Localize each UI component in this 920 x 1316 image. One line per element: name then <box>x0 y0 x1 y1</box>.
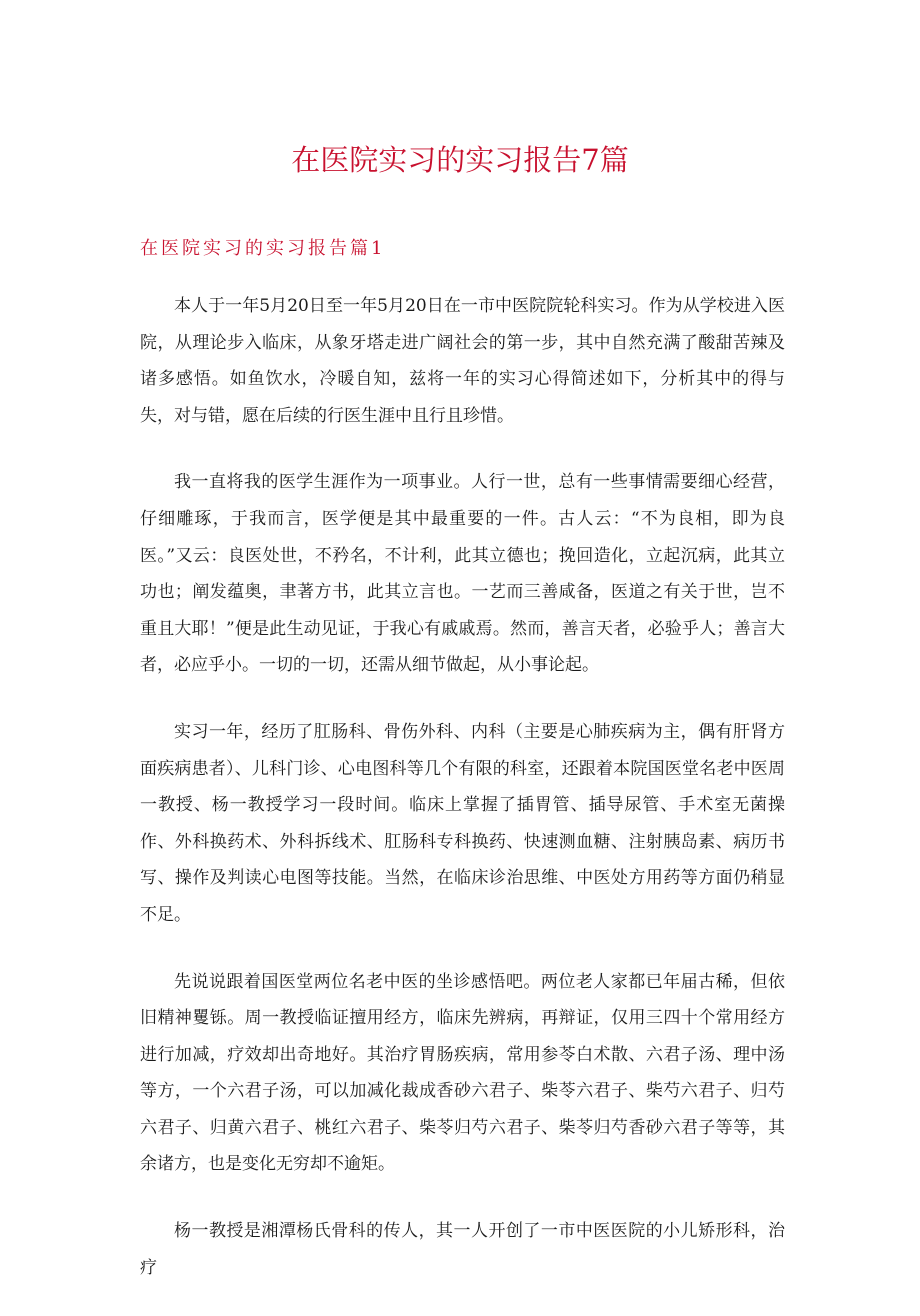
paragraph-3: 实习一年，经历了肛肠科、骨伤外科、内科（主要是心肺疾病为主，偶有肝肾方面疾病患者）、儿科门诊、心电图科等几个有限的科室，还跟着本院国医堂名老中医周一教授、杨一教授学习一段时间。临床上掌握了插胃管、插导尿管、手术室无菌操作、外科换药术、外科拆线术、肛肠科专科换药、快速测血糖、注射胰岛素、病历书写、操作及判读心电图等技能。当然，在临床诊治思维、中医处方用药等方面仍稍显不足。 <box>140 721 785 925</box>
paragraph-4: 先说说跟着国医堂两位名老中医的坐诊感悟吧。两位老人家都已年届古稀，但依旧精神矍铄。周一教授临证擅用经方，临床先辨病，再辩证，仅用三四十个常用经方进行加减，疗效却出奇地好。其治疗胃肠疾病，常用参苓白术散、六君子汤、理中汤等方，一个六君子汤，可以加减化裁成香砂六君子、柴苓六君子、柴芍六君子、归芍六君子、归黄六君子、桃红六君子、柴苓归芍六君子、柴苓归芍香砂六君子等等，其余诸方，也是变化无穷却不逾矩。 <box>140 971 785 1175</box>
paragraph-1: 本人于一年5月20日至一年5月20日在一市中医院院轮科实习。作为从学校进入医院，从理论步入临床，从象牙塔走进广阔社会的第一步，其中自然充满了酸甜苦辣及诸多感悟。如鱼饮水，冷暖自知，兹将一年的实习心得简述如下，分析其中的得与失，对与错，愿在后续的行医生涯中且行且珍惜。 <box>140 296 785 426</box>
paragraph-5: 杨一教授是湘潭杨氏骨科的传人，其一人开创了一市中医医院的小儿矫形科，治疗 <box>140 1221 785 1278</box>
document-body <box>140 288 785 1316</box>
section-heading: 在医院实习的实习报告篇1 <box>140 238 386 259</box>
paragraph-2: 我一直将我的医学生涯作为一项事业。人行一世，总有一些事情需要细心经营，仔细雕琢，于我而言，医学便是其中最重要的一件。古人云：“不为良相，即为良医。”又云：良医处世，不矜名，不计利，此其立德也；挽回造化，立起沉病，此其立功也；阐发蕴奥，聿著方书，此其立言也。一艺而三善咸备，医道之有关于世，岂不重且大耶！”便是此生动见证，于我心有戚戚焉。然而，善言天者，必验乎人；善言大者，必应乎小。一切的一切，还需从细节做起，从小事论起。 <box>140 472 785 676</box>
document-title: 在医院实习的实习报告7篇 <box>291 143 629 177</box>
